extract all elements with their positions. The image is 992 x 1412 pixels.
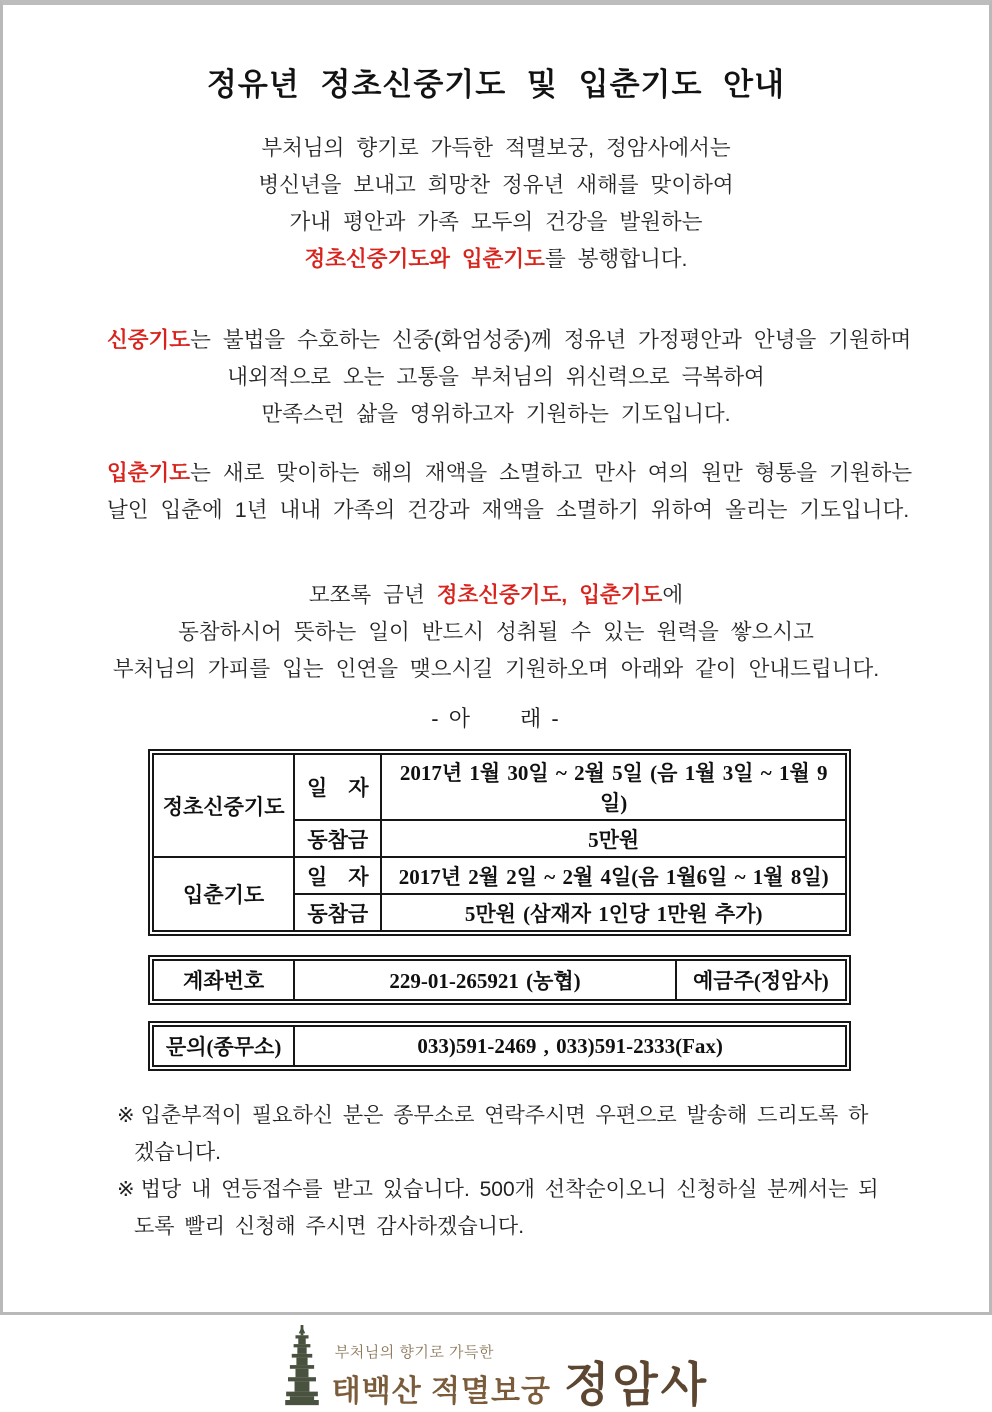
text-segment: 모쪼록 금년 [308, 583, 437, 607]
closing-paragraph [107, 577, 885, 688]
text-line: 만족스런 삶을 영위하고자 기원하는 기도입니다. [261, 402, 731, 426]
contact-table [154, 1027, 845, 1065]
logo-brand-row [331, 1359, 710, 1412]
highlight-prayer-names: 정초신중기도와 입춘기도 [304, 247, 545, 271]
text-segment: 에 [662, 583, 684, 607]
contact-label: 문의(종무소) [154, 1027, 294, 1065]
table-row [154, 857, 845, 894]
text-line: 내외적으로 오는 고통을 부처님의 위신력으로 극복하여 [227, 365, 765, 389]
highlight-prayer-names: 정초신중기도, 입춘기도 [436, 583, 663, 607]
account-table [154, 961, 845, 999]
note-item [117, 1097, 885, 1171]
contact-table-frame [148, 1021, 851, 1071]
account-table-frame [148, 955, 851, 1005]
text-line [107, 455, 913, 492]
text-line [107, 322, 912, 359]
schedule-table-frame [148, 749, 851, 936]
reference-mark: ※ [117, 1104, 135, 1127]
text-line: 부처님의 가피를 입는 인연을 맺으시길 기원하오며 아래와 같이 안내드립니다. [112, 657, 880, 681]
schedule-value-fee: 5만원 (삼재자 1인당 1만원 추가) [381, 894, 845, 930]
account-number: 229-01-265921 (농협) [294, 961, 675, 999]
logo-brand-prefix: 태백산 적멸보궁 [331, 1374, 551, 1408]
schedule-group-ipchun: 입춘기도 [154, 857, 294, 930]
text-segment: 는 불법을 수호하는 신중(화엄성중)께 정유년 가정평안과 안녕을 기원하며 [190, 328, 912, 352]
schedule-label-fee: 동참금 [294, 820, 381, 857]
text-segment: 를 봉행합니다. [544, 247, 688, 271]
table-row [154, 755, 845, 820]
note-text: 입춘부적이 필요하신 분은 종무소로 연락주시면 우편으로 발송해 드리도록 하겠습니다. [134, 1104, 869, 1164]
text-line: 부처님의 향기로 가득한 적멸보궁, 정암사에서는 [261, 136, 731, 160]
schedule-value-date: 2017년 2월 2일 ~ 2월 4일(음 1월6일 ~ 1월 8일) [381, 857, 845, 894]
ipchun-paragraph [107, 455, 913, 529]
schedule-value-fee: 5만원 [381, 820, 845, 857]
reference-mark: ※ [117, 1178, 135, 1201]
temple-logo [107, 1325, 885, 1412]
note-text: 법당 내 연등접수를 받고 있습니다. 500개 선착순이오니 신청하실 분께서는 되도록 빨리 신청해 주시면 감사하겠습니다. [134, 1178, 879, 1238]
page-title: 정유년 정초신중기도 및 입춘기도 안내 [206, 67, 786, 102]
text-line: 날인 입춘에 1년 내내 가족의 건강과 재액을 소멸하기 위하여 올리는 기도입니다. [107, 498, 910, 522]
table-row [154, 961, 845, 999]
text-line: 병신년을 보내고 희망찬 정유년 새해를 맞이하여 [258, 173, 734, 197]
below-marker: - 아 래 - [431, 706, 561, 731]
highlight-ipchun: 입춘기도 [107, 461, 191, 485]
logo-tagline: 부처님의 향기로 가득한 [334, 1343, 495, 1361]
schedule-label-date: 일 자 [294, 857, 381, 894]
table-row [154, 1027, 845, 1065]
document-body [3, 5, 989, 1412]
note-item [117, 1171, 885, 1245]
sinjung-paragraph [107, 322, 912, 433]
account-holder: 예금주(정암사) [676, 961, 845, 999]
schedule-table [154, 755, 845, 930]
text-line [107, 577, 885, 614]
text-line: 가내 평안과 가족 모두의 건강을 발원하는 [289, 210, 703, 234]
account-label: 계좌번호 [154, 961, 294, 999]
text-line: 동참하시어 뜻하는 일이 반드시 성취될 수 있는 원력을 쌓으시고 [178, 620, 814, 644]
logo-brand-name: 정암사 [563, 1359, 710, 1412]
logo-text-block [331, 1341, 710, 1412]
notes-section [107, 1097, 885, 1245]
text-segment: 는 새로 맞이하는 해의 재액을 소멸하고 만사 여의 원만 형통을 기원하는 [190, 461, 913, 485]
schedule-label-fee: 동참금 [294, 894, 381, 930]
pagoda-icon [283, 1325, 321, 1407]
highlight-sinjung: 신중기도 [107, 328, 191, 352]
schedule-value-date: 2017년 1월 30일 ~ 2월 5일 (음 1월 3일 ~ 1월 9일) [381, 755, 845, 820]
contact-phones: 033)591-2469 , 033)591-2333(Fax) [294, 1027, 845, 1065]
schedule-label-date: 일 자 [294, 755, 381, 820]
text-line [107, 241, 885, 278]
schedule-group-jeongcho: 정초신중기도 [154, 755, 294, 857]
intro-paragraph [107, 130, 885, 278]
